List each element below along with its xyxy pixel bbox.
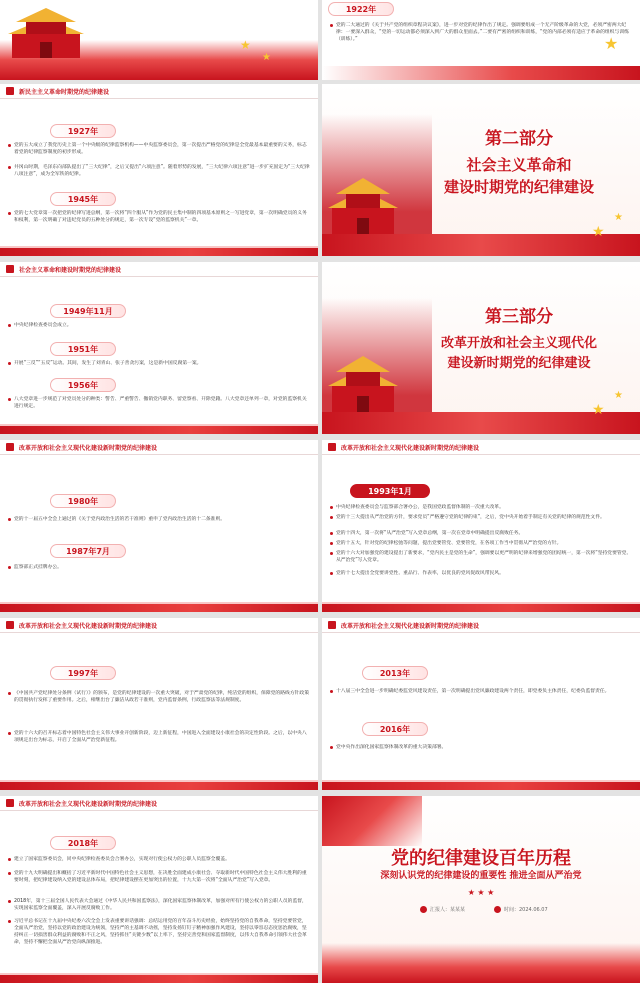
reporter-text: 汇报人：某某某: [430, 907, 466, 913]
year-badge: [50, 304, 126, 318]
star-icon: ★: [592, 224, 605, 240]
header-text: 新民主主义革命时期党的纪律建设: [19, 88, 110, 96]
slide-9[interactable]: [0, 618, 318, 790]
year-text: 1951年: [67, 344, 99, 354]
slide-header: [0, 262, 318, 277]
date-info: [494, 906, 548, 913]
red-flag-deco: [322, 796, 422, 846]
party-emblem-icon: [6, 265, 14, 273]
part-label: 第三部分: [485, 307, 553, 327]
bullet-text: 开展“三反”“五反”运动。其间，发生了刘青山、张子善贪污案，这是新中国反腐第一案。: [8, 360, 310, 367]
user-icon: [420, 906, 427, 913]
slide-10[interactable]: [322, 618, 640, 790]
slide-3[interactable]: [0, 84, 318, 256]
reporter-info: [420, 906, 465, 913]
star-icon: ★: [477, 888, 485, 897]
header-text: 改革开放和社会主义现代化建设新时期党的纪律建设: [19, 800, 158, 808]
party-emblem-icon: [328, 621, 336, 629]
slide-6[interactable]: [322, 262, 640, 434]
star-icon: ★: [614, 390, 623, 401]
bottom-wave: [0, 426, 318, 434]
red-wave-bg: [322, 943, 640, 983]
slide-header: [322, 440, 640, 455]
slide-5[interactable]: [0, 262, 318, 434]
star-icon: ★: [614, 212, 623, 223]
bullet-text: 2018年，第十三届全国人民代表大会通过《中华人民共和国监察法》，深化国家监察体制改革，加强对所有行使公权力的公职人员的监督，实现国家监察全面覆盖，深入开展反腐败工作。: [8, 898, 310, 912]
star-icon: ★: [262, 52, 271, 63]
year-text: 2013年: [379, 668, 411, 678]
bullet-text: 党的十六大对加强党的建设提出了新要求，“党内民主是党的生命”，强调要以更严明的纪律来增强党的团结统一，第一次将“坚持党要管党、从严治党”写入党章。: [330, 550, 632, 564]
part-title-line1: 社会主义革命和: [466, 156, 572, 174]
star-icon: ★: [487, 888, 495, 897]
year-text: 1949年11月: [63, 306, 113, 316]
stars-row: [322, 888, 640, 897]
part-label: 第二部分: [485, 129, 553, 149]
year-badge: [50, 494, 116, 508]
slide-8[interactable]: [322, 440, 640, 612]
bullet-text: 井冈山时期，毛泽东向部队提出了“三大纪律”，之后又提出“六项注意”。随着形势的发展，“三大纪律六项注意”进一步扩充固定为“三大纪律八项注意”，成为全军铁的纪律。: [8, 164, 310, 178]
bullet-text: 党的七大党章第一次把党的纪律写进总纲，第一次将“四个服从”作为党的民主集中制的四项基本原则之一写进党章，第一次明确党员的义务和权利，第一次明确了对违纪党员的五种处分的规定，第一次专设“党的监察机关”一章。: [8, 210, 310, 224]
year-text: 1993年1月: [368, 486, 412, 496]
year-badge: [50, 192, 116, 206]
year-text: 1987年7月: [66, 546, 110, 556]
year-text: 1927年: [67, 126, 99, 136]
slide-header: [0, 440, 318, 455]
bullet-text: 党的十三大提出从严治党的方针，要求党员“严格遵守党的纪律的束”，之后，党中央开始着手制定有关党的纪律的规范性文件。: [330, 514, 632, 521]
slide-header: [0, 84, 318, 99]
party-emblem-icon: [6, 87, 14, 95]
bullet-text: 八大党章进一步规范了对党员处分的种类：警告、严重警告、撤销党内职务、留党察看、开除党籍。八大党章还单列一章，对党的监察机关进行规定。: [8, 396, 310, 410]
bullet-text: 中央纪律检查委员会成立。: [8, 322, 310, 329]
bullet-text: 党的十六大的召开标志着中国特色社会主义伟大事业开创新阶段，迈上新征程，中国进入全面建设小康社会的决定性阶段。之后，以中央八项规定出台为标志，开启了全面从严治党新征程。: [8, 730, 310, 744]
year-text: 1922年: [345, 4, 377, 14]
bullet-text: 党的二大通过的《关于共产党的组织章程决议案》，进一步对党的纪律作出了规定。强调要组成一个无产阶级革命的大党，必须严密两大纪律：一要深入群众，“党的一切运动都必须深入到广大的群众里面去。”二要有严密的组织和训练，“党的内部必须有适应于革命的组织与训练（训练）。”: [330, 22, 632, 43]
party-emblem-icon: [6, 443, 14, 451]
year-badge: [362, 722, 428, 736]
bottom-wave: [0, 604, 318, 612]
bullet-text: 中央纪律检查委员会与监察部合署办公，是我国党政监督体制的一次重大改革。: [330, 504, 632, 511]
year-text: 1956年: [67, 380, 99, 390]
year-badge: [50, 544, 126, 558]
bullet-text: 习近平总书记在十九届中央纪委六次全会上发表重要讲话强调：总结运用党的百年奋斗历史经验，始终坚持党的自我革命，坚持党要管党，全面从严治党，坚持以党的政治建设为统领，坚持严的主基调不动摇，坚持发扬钉钉子精神加强作风建设，坚持以零容忍态度惩治腐败，坚持纠正一切损害群众利益的腐败和不正之风，坚持抓住“关键少数”以上率下，坚持完善党和国家监督制度，以伟大自我革命引领伟大社会革命，坚持不懈把全面从严治党向纵深推进。: [8, 918, 310, 946]
bullet-text: 党的十九大明确提出和概括了习近平新时代中国特色社会主义思想，在决胜全面建成小康社会、夺取新时代中国特色社会主义伟大胜利的重要时刻，把纪律建设纳入党的建设总体布局，把纪律建设摆在更加突出的位置，十九大第一次将“全面从严治党”写入党章。: [8, 870, 310, 884]
year-badge: [50, 124, 116, 138]
year-badge: [50, 378, 116, 392]
gate-building-icon: [328, 346, 398, 418]
party-emblem-icon: [328, 443, 336, 451]
year-text: 2018年: [67, 838, 99, 848]
slide-header: [0, 796, 318, 811]
year-text: 1997年: [67, 668, 99, 678]
red-wave-bg: [322, 66, 640, 80]
header-text: 改革开放和社会主义现代化建设新时期党的纪律建设: [19, 622, 158, 630]
year-badge: [328, 2, 394, 16]
calendar-icon: [494, 906, 501, 913]
sub-title: 深刻认识党的纪律建设的重要性 推进全面从严治党: [380, 871, 582, 881]
slide-7[interactable]: [0, 440, 318, 612]
gate-building-icon: [6, 0, 86, 64]
slide-1[interactable]: [0, 0, 318, 80]
bullet-text: 党的十五大，针对党的纪律松弛等问题，提出党要管党、党要管党，在各项工作当中贯彻从严治党的方针。: [330, 540, 632, 547]
main-title: 党的纪律建设百年历程: [391, 848, 571, 869]
year-badge: [350, 484, 430, 498]
slide-header: [322, 618, 640, 633]
star-icon: ★: [604, 34, 619, 53]
slide-12[interactable]: [322, 796, 640, 983]
bottom-wave: [0, 975, 318, 983]
slide-header: [0, 618, 318, 633]
bullet-text: 党的十一届五中全会上通过的《关于党内政治生活的若干准则》重申了党内政治生活的十二条准则。: [8, 516, 310, 523]
bullet-text: 党中央作出深化国家监察体制改革的重大决策部署。: [330, 744, 632, 751]
bullet-text: 《中国共产党纪律处分条例（试行）》的颁布，是党的纪律建设的一次重大突破，对于严肃党的纪律，纯洁党的组织，保障党的路线方针政策的贯彻执行发挥了重要作用。之后，相继出台了廉洁从政若干准则，党内监督条例，行政监察法等法规制度。: [8, 690, 310, 704]
bullet-text: 党的十七大提出全党要讲党性、重品行、作表率，以优良的党风促政风带民风。: [330, 570, 632, 577]
header-text: 改革开放和社会主义现代化建设新时期党的纪律建设: [341, 444, 480, 452]
bullet-text: 党的五大成立了我党历史上第一个中央级的纪律监察机构——中央监察委员会，第一次提出严格党的纪律是全党最基本最重要的义务，标志着党的纪律监察制度的初步形成。: [8, 142, 310, 156]
party-emblem-icon: [6, 621, 14, 629]
star-icon: ★: [592, 402, 605, 418]
bullet-text: 建立了国家监察委员会，同中央纪律检查委员会合署办公，实现对行使公权力的公职人员监察全覆盖。: [8, 856, 310, 863]
bullet-text: 监察部正式挂牌办公。: [8, 564, 310, 571]
bullet-text: 党的十四大，第一次将“从严治党”写入党章总纲，第一次在党章中明确提出反腐败任务。: [330, 530, 632, 537]
bottom-wave: [0, 248, 318, 256]
date-text: 时间：2024.06.07: [504, 907, 548, 913]
bottom-wave: [0, 782, 318, 790]
year-text: 2016年: [379, 724, 411, 734]
year-text: 1945年: [67, 194, 99, 204]
year-badge: [50, 836, 116, 850]
part-title-line2: 建设时期党的纪律建设: [443, 178, 594, 196]
star-icon: ★: [467, 888, 475, 897]
party-emblem-icon: [6, 799, 14, 807]
gate-building-icon: [328, 168, 398, 240]
year-text: 1980年: [67, 496, 99, 506]
slide-11[interactable]: [0, 796, 318, 983]
slide-4[interactable]: [322, 84, 640, 256]
header-text: 改革开放和社会主义现代化建设新时期党的纪律建设: [341, 622, 480, 630]
bullet-text: 十八届三中全会进一步明确纪委监党风建设责任，第一次明确提出党风廉政建设两个责任，即党委负主体责任，纪委负监督责任。: [330, 688, 632, 695]
part-title-line1: 改革开放和社会主义现代化: [440, 336, 597, 351]
part-title-line2: 建设新时期党的纪律建设: [447, 356, 591, 371]
star-icon: ★: [240, 38, 251, 52]
slide-2[interactable]: [322, 0, 640, 80]
year-badge: [50, 342, 116, 356]
bottom-wave: [322, 604, 640, 612]
bottom-wave: [322, 782, 640, 790]
year-badge: [362, 666, 428, 680]
header-text: 改革开放和社会主义现代化建设新时期党的纪律建设: [19, 444, 158, 452]
year-badge: [50, 666, 116, 680]
header-text: 社会主义革命和建设时期党的纪律建设: [19, 266, 122, 274]
